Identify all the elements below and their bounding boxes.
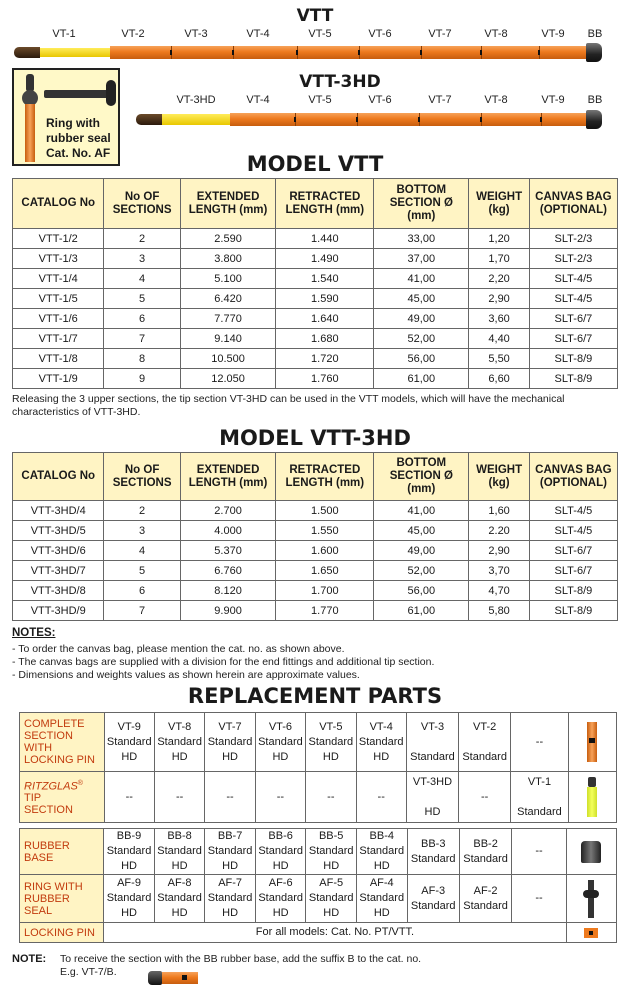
table-cell: 6.760	[180, 561, 276, 581]
vtt-section-label: VT-9	[541, 28, 565, 40]
table-row	[13, 329, 618, 349]
ring-cell: AF-2 Standard	[459, 875, 511, 923]
rubber-cell: BB-3 Standard	[407, 829, 459, 875]
table-cell: SLT-8/9	[529, 369, 617, 389]
complete-dash: --	[511, 713, 568, 772]
ring-cell: AF-7 Standard HD	[205, 875, 256, 923]
column-header: BOTTOM SECTION Ø (mm)	[374, 453, 469, 501]
ring-seal-image	[20, 74, 40, 162]
complete-cell: VT-4 Standard HD	[356, 713, 406, 772]
bottom-note-label: NOTE:	[12, 953, 47, 965]
vtt3hd-section-label: VT-3HD	[176, 94, 216, 106]
column-header: WEIGHT (kg)	[469, 453, 529, 501]
table-row	[13, 561, 618, 581]
column-header: CANVAS BAG (OPTIONAL)	[529, 179, 617, 229]
complete-section-image	[568, 713, 616, 772]
tip-vt1: VT-1 Standard	[511, 772, 568, 823]
ring-seal-text-3: Cat. No. AF	[46, 146, 111, 160]
table-cell: 1.490	[276, 249, 374, 269]
table-cell: 1.540	[276, 269, 374, 289]
column-header: EXTENDED LENGTH (mm)	[180, 179, 276, 229]
table-cell: 2.590	[180, 229, 276, 249]
table-cell: VTT-3HD/6	[13, 541, 104, 561]
table-cell: 61,00	[374, 369, 469, 389]
vtt3hd-section-label: VT-6	[368, 94, 392, 106]
table-cell: SLT-8/9	[529, 581, 617, 601]
rubber-cell: BB-5 Standard HD	[306, 829, 357, 875]
column-header: CANVAS BAG (OPTIONAL)	[529, 453, 617, 501]
bottom-note-line1: To receive the section with the BB rubber base, add the suffix B to the cat. no.	[60, 953, 422, 965]
rubber-base-image	[566, 829, 616, 875]
table-cell: 33,00	[374, 229, 469, 249]
ring-seal-text-2: rubber seal	[46, 131, 111, 145]
table-cell: 5,50	[469, 349, 529, 369]
complete-cell: VT-3 Standard	[406, 713, 458, 772]
table-cell: SLT-6/7	[529, 329, 617, 349]
vtt-pole-image	[14, 46, 600, 59]
column-header: RETRACTED LENGTH (mm)	[276, 179, 374, 229]
notes-item-3: - Dimensions and weights values as shown herein are approximate values.	[12, 669, 360, 681]
table-cell: 1.590	[276, 289, 374, 309]
table-cell: 37,00	[374, 249, 469, 269]
ring-seal-text-1: Ring with	[46, 116, 100, 130]
ring-image	[566, 875, 616, 923]
table-cell: VTT-1/9	[13, 369, 104, 389]
table-row	[13, 521, 618, 541]
table-cell: 1.550	[276, 521, 374, 541]
table-cell: 1,20	[469, 229, 529, 249]
table-cell: 1.720	[276, 349, 374, 369]
rubber-base-row	[20, 829, 617, 875]
ring-cell: AF-6 Standard HD	[255, 875, 306, 923]
table-row	[13, 269, 618, 289]
vtt-section-label: VT-5	[308, 28, 332, 40]
column-header: CATALOG No	[13, 453, 104, 501]
table-cell: 56,00	[374, 349, 469, 369]
model-vtt-table	[12, 178, 618, 389]
table-row	[13, 501, 618, 521]
replacement-table-bottom	[19, 828, 617, 943]
model-vtt-note-2: characteristics of VTT-3HD.	[12, 406, 141, 418]
complete-section-label: COMPLETE SECTION WITH LOCKING PIN	[20, 713, 105, 772]
table-cell: VTT-1/2	[13, 229, 104, 249]
table-cell: VTT-1/5	[13, 289, 104, 309]
vtt3hd-section-label: VT-5	[308, 94, 332, 106]
tip-section-image	[568, 772, 616, 823]
table-row	[13, 581, 618, 601]
locking-pin-text: For all models: Cat. No. PT/VTT.	[104, 923, 566, 943]
complete-cell: VT-2 Standard	[459, 713, 511, 772]
table-cell: 6	[104, 581, 180, 601]
vtt3hd-pole-image	[136, 113, 600, 126]
rubber-cell: BB-6 Standard HD	[255, 829, 306, 875]
table-cell: 5	[104, 289, 180, 309]
vtt-section-label: VT-3	[184, 28, 208, 40]
section-with-base-image	[148, 971, 198, 985]
vtt3hd-section-label: VT-9	[541, 94, 565, 106]
notes-title: NOTES:	[12, 627, 56, 639]
table-cell: 1.650	[276, 561, 374, 581]
column-header: EXTENDED LENGTH (mm)	[180, 453, 276, 501]
table-cell: 7.770	[180, 309, 276, 329]
table-cell: SLT-6/7	[529, 309, 617, 329]
complete-section-row	[20, 713, 617, 772]
table-cell: 3,70	[469, 561, 529, 581]
table-cell: SLT-4/5	[529, 289, 617, 309]
table-cell: 1.680	[276, 329, 374, 349]
tip-section-row	[20, 772, 617, 823]
table-cell: 1.700	[276, 581, 374, 601]
table-cell: 9.140	[180, 329, 276, 349]
notes-item-1: - To order the canvas bag, please mention the cat. no. as shown above.	[12, 643, 345, 655]
column-header: No OF SECTIONS	[104, 179, 180, 229]
table-cell: 1.440	[276, 229, 374, 249]
vtt3hd-section-label: VT-7	[428, 94, 452, 106]
ring-cell: AF-9 Standard HD	[104, 875, 155, 923]
table-cell: VTT-3HD/9	[13, 601, 104, 621]
table-cell: 52,00	[374, 561, 469, 581]
rubber-cell: BB-9 Standard HD	[104, 829, 155, 875]
table-cell: 49,00	[374, 309, 469, 329]
table-cell: 8	[104, 349, 180, 369]
table-cell: 4	[104, 269, 180, 289]
table-cell: 3.800	[180, 249, 276, 269]
ring-dash: --	[512, 875, 566, 923]
ring-cell: AF-4 Standard HD	[356, 875, 407, 923]
table-cell: VTT-3HD/7	[13, 561, 104, 581]
ring-label: RING WITH RUBBER SEAL	[20, 875, 104, 923]
rubber-dash: --	[512, 829, 566, 875]
table-cell: 41,00	[374, 269, 469, 289]
table-cell: 4,40	[469, 329, 529, 349]
table-cell: SLT-8/9	[529, 349, 617, 369]
replacement-title: REPLACEMENT PARTS	[187, 684, 443, 708]
rubber-cell: BB-2 Standard	[459, 829, 511, 875]
table-cell: 2,20	[469, 269, 529, 289]
table-cell: 4.000	[180, 521, 276, 541]
table-row	[13, 369, 618, 389]
ring-cell: AF-5 Standard HD	[306, 875, 357, 923]
table-cell: VTT-3HD/8	[13, 581, 104, 601]
model-3hd-title: MODEL VTT-3HD	[219, 426, 411, 450]
complete-cell: VT-9 Standard HD	[104, 713, 154, 772]
tip-dash: --	[205, 772, 255, 823]
table-cell: 52,00	[374, 329, 469, 349]
table-cell: 2.700	[180, 501, 276, 521]
table-cell: 8.120	[180, 581, 276, 601]
table-cell: 5	[104, 561, 180, 581]
complete-cell: VT-5 Standard HD	[306, 713, 356, 772]
rubber-cell: BB-7 Standard HD	[205, 829, 256, 875]
table-cell: VTT-1/4	[13, 269, 104, 289]
tip-dash: --	[306, 772, 356, 823]
table-cell: 1.500	[276, 501, 374, 521]
table-cell: VTT-1/3	[13, 249, 104, 269]
rubber-base-label: RUBBER BASE	[20, 829, 104, 875]
vtt3hd-section-label: BB	[587, 94, 603, 106]
table-row	[13, 601, 618, 621]
model-3hd-table	[12, 452, 618, 621]
tip-section-label: RITZGLAS® TIP SECTION	[20, 772, 105, 823]
table-cell: 6,60	[469, 369, 529, 389]
table-cell: 5.370	[180, 541, 276, 561]
table-cell: VTT-1/8	[13, 349, 104, 369]
table-cell: 2	[104, 229, 180, 249]
vtt3hd-title: VTT-3HD	[299, 72, 381, 92]
table-cell: SLT-4/5	[529, 521, 617, 541]
table-cell: 3	[104, 521, 180, 541]
table-cell: 1.760	[276, 369, 374, 389]
vtt-section-label: BB	[587, 28, 603, 40]
table-cell: SLT-6/7	[529, 561, 617, 581]
table-cell: 56,00	[374, 581, 469, 601]
table-cell: VTT-1/6	[13, 309, 104, 329]
table-cell: 41,00	[374, 501, 469, 521]
table-cell: 3	[104, 249, 180, 269]
table-cell: 6	[104, 309, 180, 329]
complete-cell: VT-6 Standard HD	[255, 713, 305, 772]
table-cell: 49,00	[374, 541, 469, 561]
tip-dash: --	[255, 772, 305, 823]
column-header: CATALOG No	[13, 179, 104, 229]
table-cell: SLT-4/5	[529, 269, 617, 289]
ring-row	[20, 875, 617, 923]
table-row	[13, 349, 618, 369]
model-vtt-title: MODEL VTT	[246, 152, 384, 176]
table-cell: 61,00	[374, 601, 469, 621]
tip-dash: --	[104, 772, 154, 823]
table-cell: SLT-4/5	[529, 501, 617, 521]
notes-item-2: - The canvas bags are supplied with a division for the end fittings and additional tip section.	[12, 656, 435, 668]
table-cell: 7	[104, 601, 180, 621]
table-cell: 4	[104, 541, 180, 561]
table-cell: 45,00	[374, 521, 469, 541]
table-cell: SLT-6/7	[529, 541, 617, 561]
column-header: BOTTOM SECTION Ø (mm)	[374, 179, 469, 229]
vtt3hd-section-label: VT-8	[484, 94, 508, 106]
tip-dash: --	[459, 772, 511, 823]
ring-cell: AF-3 Standard	[407, 875, 459, 923]
table-cell: 3,60	[469, 309, 529, 329]
vtt-title: VTT	[296, 6, 334, 26]
table-cell: 12.050	[180, 369, 276, 389]
table-cell: 1.640	[276, 309, 374, 329]
table-cell: 5,80	[469, 601, 529, 621]
table-cell: 10.500	[180, 349, 276, 369]
vtt-section-label: VT-8	[484, 28, 508, 40]
table-cell: 9	[104, 369, 180, 389]
vtt-section-label: VT-7	[428, 28, 452, 40]
table-cell: SLT-2/3	[529, 249, 617, 269]
table-cell: 2,90	[469, 541, 529, 561]
table-cell: 2.20	[469, 521, 529, 541]
column-header: WEIGHT (kg)	[469, 179, 529, 229]
vtt3hd-section-label: VT-4	[246, 94, 270, 106]
rubber-cell: BB-8 Standard HD	[154, 829, 205, 875]
table-row	[13, 249, 618, 269]
replacement-table-top	[19, 712, 617, 823]
table-row	[13, 229, 618, 249]
vtt-section-label: VT-4	[246, 28, 270, 40]
column-header: RETRACTED LENGTH (mm)	[276, 453, 374, 501]
complete-cell: VT-7 Standard HD	[205, 713, 255, 772]
table-cell: 7	[104, 329, 180, 349]
table-header-row	[13, 453, 618, 501]
column-header: No OF SECTIONS	[104, 453, 180, 501]
table-cell: VTT-1/7	[13, 329, 104, 349]
table-row	[13, 541, 618, 561]
table-cell: 1,70	[469, 249, 529, 269]
bottom-note-line2: E.g. VT-7/B.	[60, 966, 117, 978]
rubber-cell: BB-4 Standard HD	[356, 829, 407, 875]
table-cell: 4,70	[469, 581, 529, 601]
vtt-section-label: VT-1	[52, 28, 76, 40]
table-cell: VTT-3HD/5	[13, 521, 104, 541]
table-row	[13, 309, 618, 329]
vtt-section-label: VT-6	[368, 28, 392, 40]
tip-vt3hd: VT-3HD HD	[406, 772, 458, 823]
table-cell: 1.600	[276, 541, 374, 561]
table-cell: 2	[104, 501, 180, 521]
ring-cell: AF-8 Standard HD	[154, 875, 205, 923]
model-vtt-note-1: Releasing the 3 upper sections, the tip section VT-3HD can be used in the VTT models, which will have the mechanical	[12, 393, 565, 405]
table-cell: 5.100	[180, 269, 276, 289]
locking-pin-row	[20, 923, 617, 943]
table-cell: VTT-3HD/4	[13, 501, 104, 521]
table-cell: SLT-2/3	[529, 229, 617, 249]
table-cell: 9.900	[180, 601, 276, 621]
vtt-section-label: VT-2	[121, 28, 145, 40]
tip-dash: --	[356, 772, 406, 823]
locking-pin-image	[566, 923, 616, 943]
table-cell: 1.770	[276, 601, 374, 621]
complete-cell: VT-8 Standard HD	[154, 713, 204, 772]
table-row	[13, 289, 618, 309]
table-cell: 1,60	[469, 501, 529, 521]
tip-dash: --	[154, 772, 204, 823]
table-cell: 2,90	[469, 289, 529, 309]
table-cell: 6.420	[180, 289, 276, 309]
table-cell: SLT-8/9	[529, 601, 617, 621]
locking-pin-label: LOCKING PIN	[20, 923, 104, 943]
table-cell: 45,00	[374, 289, 469, 309]
table-header-row	[13, 179, 618, 229]
